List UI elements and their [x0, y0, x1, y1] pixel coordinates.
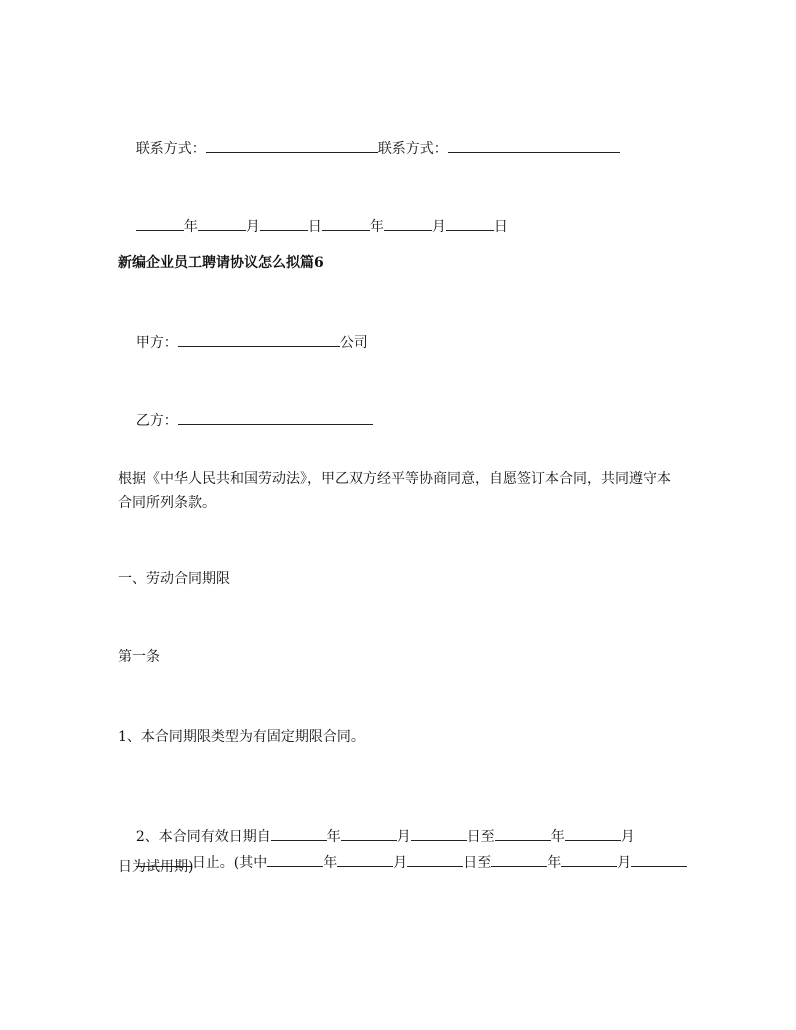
month-label: 月 [620, 829, 635, 845]
date-blank [260, 216, 308, 231]
date-blank [322, 216, 370, 231]
year-label: 年 [547, 855, 562, 871]
clause-text: 2、本合同有效日期自 [135, 829, 271, 845]
chapter-heading: 一、劳动合同期限 [118, 571, 230, 587]
section-title: 新编企业员工聘请协议怎么拟篇6 [118, 255, 324, 271]
preamble-paragraph: 根据《中华人民共和国劳动法》，甲乙双方经平等协商同意，自愿签订本合同，共同遵守本合同所列条款。 [118, 471, 671, 511]
month-label: 月 [396, 829, 411, 845]
clause-item-2-line-3: 日为试用期) [118, 859, 194, 875]
contact-label-party-b: 联系方式： [377, 141, 448, 157]
party-b-label: 乙方： [135, 413, 178, 429]
date-blank [491, 852, 547, 867]
contact-label-party-a: 联系方式： [135, 141, 206, 157]
contact-blank-party-b [448, 138, 620, 153]
date-blank [267, 852, 323, 867]
date-blank [446, 216, 494, 231]
party-a-suffix: 公司 [339, 335, 368, 351]
month-label: 月 [431, 219, 446, 235]
date-blank [198, 216, 246, 231]
month-label: 月 [617, 855, 632, 871]
date-blank [337, 852, 393, 867]
clause-item-2-line-2 [118, 830, 687, 896]
year-label: 年 [326, 829, 341, 845]
contact-row [118, 116, 620, 182]
clause-item-1: 1、本合同期限类型为有固定期限合同。 [118, 729, 365, 745]
clause-text: 日止。(其中 [191, 855, 268, 871]
date-blank [407, 852, 463, 867]
party-a-label: 甲方： [135, 335, 178, 351]
day-label: 日 [493, 219, 508, 235]
party-a-blank [178, 332, 340, 347]
year-label: 年 [183, 219, 198, 235]
day-to-label: 日至 [466, 829, 495, 845]
year-label: 年 [369, 219, 384, 235]
contact-blank-party-a [206, 138, 378, 153]
date-blank [136, 216, 184, 231]
party-a-row [118, 310, 368, 376]
date-blank [384, 216, 432, 231]
day-to-label: 日至 [463, 855, 492, 871]
year-label: 年 [323, 855, 338, 871]
date-blank [631, 852, 687, 867]
party-b-row [118, 388, 373, 454]
year-label: 年 [550, 829, 565, 845]
party-b-blank [178, 410, 373, 425]
month-label: 月 [245, 219, 260, 235]
date-blank [561, 852, 617, 867]
month-label: 月 [393, 855, 408, 871]
article-heading: 第一条 [118, 649, 160, 665]
day-label: 日 [307, 219, 322, 235]
signature-date-row [118, 194, 508, 260]
